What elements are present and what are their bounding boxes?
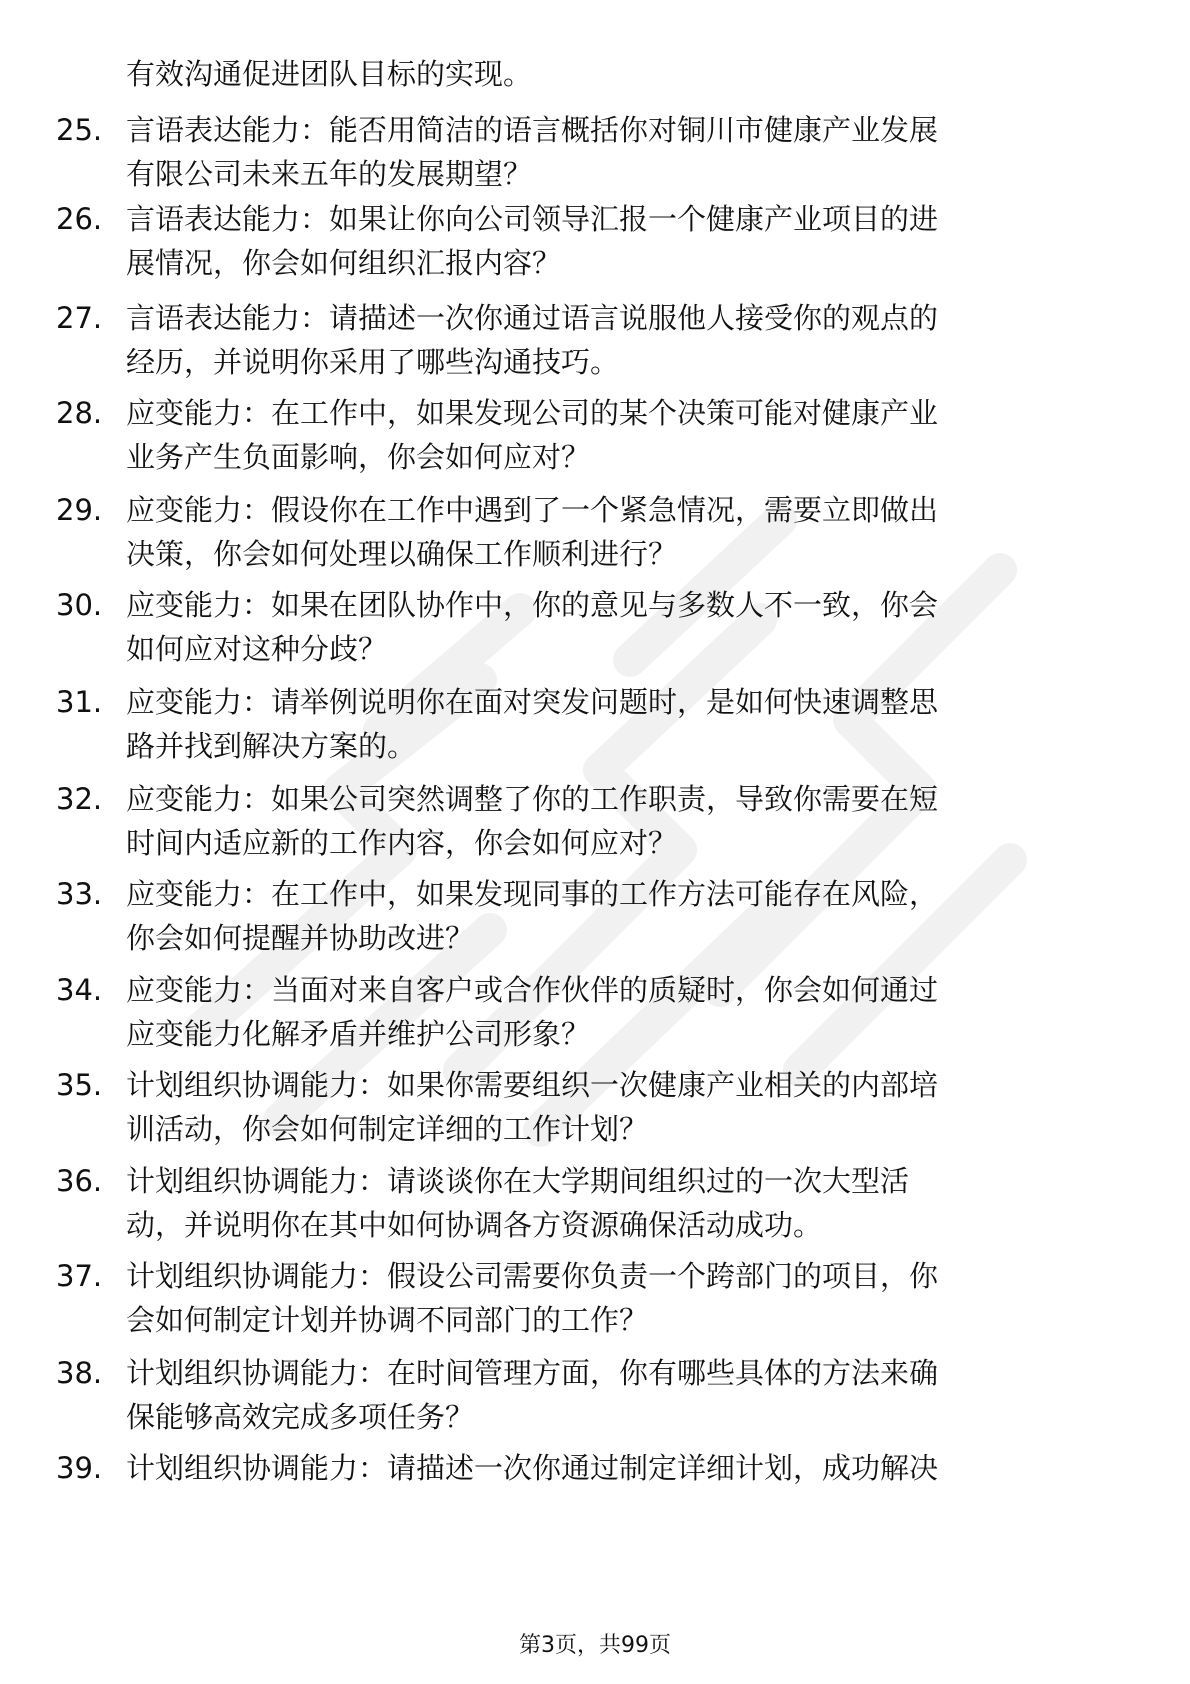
question-text-line2: 训活动，你会如何制定详细的工作计划？ — [126, 1112, 649, 1146]
question-text-line2: 经历，并说明你采用了哪些沟通技巧。 — [126, 345, 620, 379]
question-text-line1: 言语表达能力：如果让你向公司领导汇报一个健康产业项目的进 — [126, 202, 939, 236]
question-number: 36. — [56, 1164, 103, 1198]
question-number: 32. — [56, 782, 103, 816]
question-text-line2: 决策，你会如何处理以确保工作顺利进行？ — [126, 537, 678, 571]
question-text-line1: 言语表达能力：请描述一次你通过语言说服他人接受你的观点的 — [126, 301, 939, 335]
question-number: 35. — [56, 1068, 103, 1102]
question-text-line1: 计划组织协调能力：在时间管理方面，你有哪些具体的方法来确 — [126, 1356, 939, 1390]
question-number: 31. — [56, 685, 103, 719]
question-text-line1: 计划组织协调能力：假设公司需要你负责一个跨部门的项目，你 — [126, 1259, 939, 1293]
question-text-line1: 计划组织协调能力：如果你需要组织一次健康产业相关的内部培 — [126, 1068, 939, 1102]
question-number: 37. — [56, 1259, 103, 1293]
question-number: 30. — [56, 588, 103, 622]
question-text-line2: 如何应对这种分歧？ — [126, 632, 388, 666]
question-text-line1: 应变能力：假设你在工作中遇到了一个紧急情况，需要立即做出 — [126, 493, 939, 527]
question-number: 26. — [56, 202, 103, 236]
question-text-line1: 应变能力：如果公司突然调整了你的工作职责，导致你需要在短 — [126, 782, 939, 816]
question-text-line2: 有限公司未来五年的发展期望？ — [126, 157, 533, 191]
question-text-line2: 时间内适应新的工作内容，你会如何应对？ — [126, 826, 678, 860]
question-text-line2: 动，并说明你在其中如何协调各方资源确保活动成功。 — [126, 1208, 823, 1242]
question-text-line1: 应变能力：在工作中，如果发现公司的某个决策可能对健康产业 — [126, 396, 939, 430]
question-number: 38. — [56, 1356, 103, 1390]
continuation-text: 有效沟通促进团队目标的实现。 — [126, 57, 533, 91]
question-number: 33. — [56, 877, 103, 911]
question-number: 25. — [56, 113, 103, 147]
question-text-line1: 应变能力：在工作中，如果发现同事的工作方法可能存在风险， — [126, 877, 939, 911]
question-text-line2: 应变能力化解矛盾并维护公司形象？ — [126, 1017, 591, 1051]
question-text-line1: 言语表达能力：能否用简洁的语言概括你对铜川市健康产业发展 — [126, 113, 939, 147]
question-number: 27. — [56, 301, 103, 335]
question-number: 34. — [56, 973, 103, 1007]
page-footer: 第3页，共99页 — [519, 1633, 671, 1658]
question-text-line2: 展情况，你会如何组织汇报内容？ — [126, 246, 562, 280]
question-text-line1: 计划组织协调能力：请描述一次你通过制定详细计划，成功解决 — [126, 1451, 939, 1485]
question-text-line2: 保能够高效完成多项任务？ — [126, 1400, 475, 1434]
question-number: 28. — [56, 396, 103, 430]
question-text-line2: 业务产生负面影响，你会如何应对？ — [126, 440, 591, 474]
question-text-line1: 应变能力：当面对来自客户或合作伙伴的质疑时，你会如何通过 — [126, 973, 939, 1007]
question-number: 39. — [56, 1451, 103, 1485]
question-text-line1: 应变能力：如果在团队协作中，你的意见与多数人不一致，你会 — [126, 588, 939, 622]
question-text-line1: 应变能力：请举例说明你在面对突发问题时，是如何快速调整思 — [126, 685, 939, 719]
question-text-line2: 会如何制定计划并协调不同部门的工作？ — [126, 1303, 649, 1337]
question-text-line2: 路并找到解决方案的。 — [126, 729, 417, 763]
question-number: 29. — [56, 493, 103, 527]
question-text-line1: 计划组织协调能力：请谈谈你在大学期间组织过的一次大型活 — [126, 1164, 910, 1198]
question-text-line2: 你会如何提醒并协助改进？ — [126, 921, 475, 955]
